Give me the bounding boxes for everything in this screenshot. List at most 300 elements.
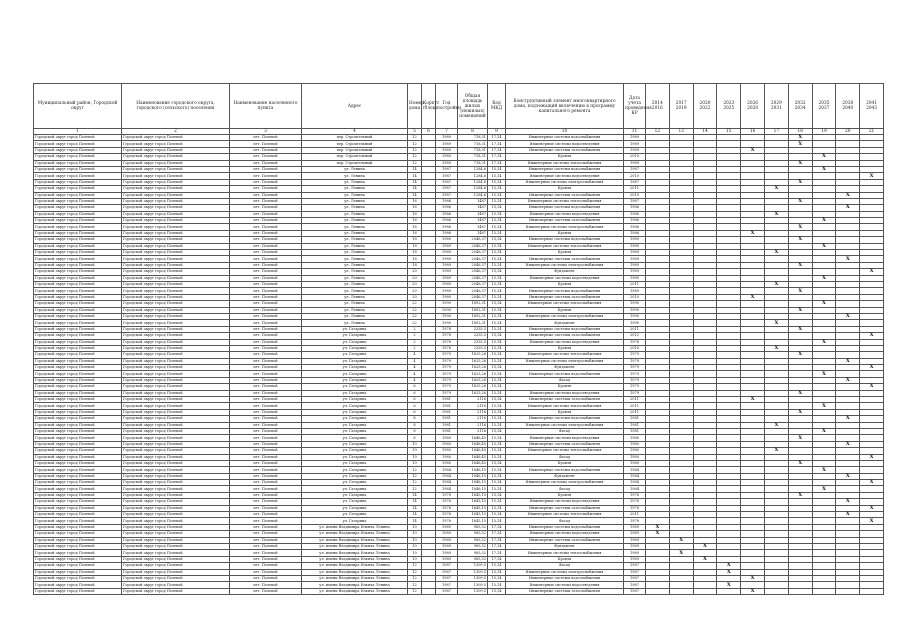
area-cell: 1892,31: [458, 320, 488, 326]
code-cell: 15,14: [488, 186, 506, 192]
house-number-cell: 16: [408, 198, 422, 204]
date-cell: 1978: [624, 339, 646, 345]
district-cell: Городской округ город Полевой: [34, 192, 122, 198]
district-cell: Городской округ город Полевой: [34, 230, 122, 236]
street-cell: ул. Гагарина: [302, 499, 408, 505]
street-cell: ул. Ленина: [302, 179, 408, 185]
element-cell: Инженерные системы газоснабжения: [506, 588, 624, 594]
area-cell: 1645,15: [458, 505, 488, 511]
area-cell: 1846,15: [458, 467, 488, 473]
date-cell: 1978: [624, 505, 646, 511]
column-number: 14: [693, 129, 717, 135]
year-cell: 1990: [436, 320, 458, 326]
district-cell: Городской округ город Полевой: [34, 454, 122, 460]
date-cell: 1987: [624, 179, 646, 185]
locality-cell: пгт. Полевой: [230, 237, 302, 243]
column-header: Номер дома: [408, 84, 422, 129]
year-cell: 1978: [436, 326, 458, 332]
locality-cell: пгт. Полевой: [230, 460, 302, 466]
locality-cell: пгт. Полевой: [230, 250, 302, 256]
element-cell: Инженерные системы водоснабжения: [506, 371, 624, 377]
element-cell: Кровля: [506, 250, 624, 256]
settlement-cell: Городской округ город Полевой: [122, 218, 230, 224]
date-cell: 1981: [624, 416, 646, 422]
district-cell: Городской округ город Полевой: [34, 505, 122, 511]
date-cell: 1980: [624, 435, 646, 441]
settlement-cell: Городской округ город Полевой: [122, 365, 230, 371]
district-cell: Городской округ город Полевой: [34, 550, 122, 556]
date-cell: 1980: [624, 441, 646, 447]
column-number: 17: [764, 129, 788, 135]
code-cell: 15,14: [488, 352, 506, 358]
district-cell: Городской округ город Полевой: [34, 339, 122, 345]
element-cell: Инженерные системы водоотведения: [506, 435, 624, 441]
period-header: 2020 2022: [693, 84, 717, 129]
area-cell: 2335,5: [458, 326, 488, 332]
period-cell: [788, 588, 812, 594]
element-cell: Инженерные системы газоснабжения: [506, 333, 624, 339]
house-number-cell: 20: [408, 281, 422, 287]
date-cell: 1989: [624, 269, 646, 275]
house-number-cell: 16: [408, 230, 422, 236]
house-number-cell: 4: [408, 377, 422, 383]
locality-cell: пгт. Полевой: [230, 141, 302, 147]
area-cell: 2046,37: [458, 250, 488, 256]
column-header: Наименование населенного пункта: [230, 84, 302, 129]
locality-cell: пгт. Полевой: [230, 448, 302, 454]
period-header: 2035 2037: [812, 84, 836, 129]
area-cell: 1625,26: [458, 371, 488, 377]
district-cell: Городской округ город Полевой: [34, 409, 122, 415]
house-number-cell: 10: [408, 441, 422, 447]
code-cell: 15,14: [488, 173, 506, 179]
locality-cell: пгт. Полевой: [230, 211, 302, 217]
house-number-cell: 14: [408, 166, 422, 172]
area-cell: 1309,5: [458, 569, 488, 575]
settlement-cell: Городской округ город Полевой: [122, 563, 230, 569]
date-cell: 1981: [624, 422, 646, 428]
code-cell: 15,14: [488, 288, 506, 294]
house-number-cell: 16: [408, 224, 422, 230]
year-cell: 1978: [436, 499, 458, 505]
settlement-cell: Городской округ город Полевой: [122, 313, 230, 319]
element-cell: Инженерные системы газоснабжения: [506, 294, 624, 300]
year-cell: 1978: [436, 505, 458, 511]
area-cell: 1625,26: [458, 377, 488, 383]
district-cell: Городской округ город Полевой: [34, 262, 122, 268]
street-cell: ул. Ленина: [302, 256, 408, 262]
house-number-cell: 20: [408, 288, 422, 294]
house-number-cell: 14: [408, 173, 422, 179]
column-number: 1: [34, 129, 122, 135]
house-number-cell: 18: [408, 250, 422, 256]
code-cell: 15,14: [488, 269, 506, 275]
settlement-cell: Городской округ город Полевой: [122, 154, 230, 160]
code-cell: 15,14: [488, 448, 506, 454]
year-cell: 1989: [436, 275, 458, 281]
element-cell: Кровля: [506, 409, 624, 415]
date-cell: 2011: [624, 186, 646, 192]
element-cell: Фасад: [506, 428, 624, 434]
code-cell: 15,14: [488, 250, 506, 256]
column-number: 16: [741, 129, 765, 135]
element-cell: Инженерные системы газоснабжения: [506, 218, 624, 224]
header-row: [34, 84, 884, 129]
street-cell: ул. имени Владимира Ильича Ленина: [302, 550, 408, 556]
column-header: Год постройки: [436, 84, 458, 129]
street-cell: ул. имени Владимира Ильича Ленина: [302, 531, 408, 537]
year-cell: 1989: [436, 281, 458, 287]
area-cell: 718,31: [458, 135, 488, 141]
date-cell: 1979: [624, 377, 646, 383]
code-cell: 15,14: [488, 237, 506, 243]
street-cell: ул. имени Владимира Ильича Ленина: [302, 588, 408, 594]
code-cell: 15,14: [488, 499, 506, 505]
district-cell: Городской округ город Полевой: [34, 154, 122, 160]
date-cell: 1987: [624, 569, 646, 575]
house-number-cell: 6: [408, 397, 422, 403]
house-number-cell: 22: [408, 313, 422, 319]
element-cell: Кровля: [506, 556, 624, 562]
district-cell: Городской округ город Полевой: [34, 384, 122, 390]
area-cell: 718,31: [458, 147, 488, 153]
district-cell: Городской округ город Полевой: [34, 237, 122, 243]
column-number: 4: [302, 129, 408, 135]
capital-repair-program-sheet: [33, 83, 883, 595]
code-cell: 15,14: [488, 518, 506, 524]
street-cell: пер. Строительный: [302, 135, 408, 141]
column-header: Конструктивный элемент многоквартирного дома, подлежащий включению в программу капитального ремонта: [506, 84, 624, 129]
house-number-cell: 14: [408, 505, 422, 511]
street-cell: ул. Гагарина: [302, 333, 408, 339]
date-cell: 2010: [624, 192, 646, 198]
column-number: 12: [646, 129, 670, 135]
code-cell: 15,14: [488, 333, 506, 339]
house-number-cell: 12: [408, 486, 422, 492]
house-number-cell: 22: [408, 301, 422, 307]
date-cell: 2011: [624, 326, 646, 332]
street-cell: ул. имени Владимира Ильича Ленина: [302, 537, 408, 543]
settlement-cell: Городской округ город Полевой: [122, 288, 230, 294]
code-cell: 15,14: [488, 460, 506, 466]
year-cell: 1989: [436, 269, 458, 275]
area-cell: 2046,37: [458, 256, 488, 262]
area-cell: 1625,26: [458, 390, 488, 396]
house-number-cell: 14: [408, 186, 422, 192]
year-cell: 1989: [436, 537, 458, 543]
settlement-cell: Городской округ город Полевой: [122, 582, 230, 588]
street-cell: ул. Ленина: [302, 307, 408, 313]
house-number-cell: 16: [408, 205, 422, 211]
code-cell: 15,14: [488, 409, 506, 415]
date-cell: 1979: [624, 384, 646, 390]
year-cell: 1986: [436, 218, 458, 224]
date-cell: 2010: [624, 294, 646, 300]
code-cell: 15,14: [488, 326, 506, 332]
element-cell: Инженерные системы газоснабжения: [506, 505, 624, 511]
house-number-cell: 12: [408, 154, 422, 160]
settlement-cell: Городской округ город Полевой: [122, 422, 230, 428]
date-cell: 1989: [624, 262, 646, 268]
settlement-cell: Городской округ город Полевой: [122, 269, 230, 275]
year-cell: 1989: [436, 524, 458, 530]
area-cell: 2116: [458, 416, 488, 422]
locality-cell: пгт. Полевой: [230, 441, 302, 447]
code-cell: 15,14: [488, 339, 506, 345]
street-cell: ул. Ленина: [302, 166, 408, 172]
district-cell: Городской округ город Полевой: [34, 390, 122, 396]
settlement-cell: Городской округ город Полевой: [122, 198, 230, 204]
settlement-cell: Городской округ город Полевой: [122, 352, 230, 358]
street-cell: ул. Ленина: [302, 275, 408, 281]
code-cell: 15,14: [488, 397, 506, 403]
house-number-cell: 12: [408, 147, 422, 153]
street-cell: ул. имени Владимира Ильича Ленина: [302, 556, 408, 562]
column-number: 10: [506, 129, 624, 135]
code-cell: 15,14: [488, 371, 506, 377]
period-cell: [812, 588, 836, 594]
year-cell: 1987: [436, 186, 458, 192]
element-cell: Инженерные системы водоснабжения: [506, 467, 624, 473]
code-cell: 15,14: [488, 262, 506, 268]
street-cell: ул. Ленина: [302, 320, 408, 326]
area-cell: 1646,45: [458, 435, 488, 441]
area-cell: 985,52: [458, 531, 488, 537]
column-number: 3: [230, 129, 302, 135]
repair-schedule-table: [33, 83, 884, 595]
code-cell: 17,14: [488, 556, 506, 562]
settlement-cell: Городской округ город Полевой: [122, 230, 230, 236]
code-cell: 15,14: [488, 416, 506, 422]
date-cell: 1989: [624, 147, 646, 153]
house-number-cell: 2: [408, 333, 422, 339]
street-cell: ул. Гагарина: [302, 409, 408, 415]
street-cell: ул. имени Владимира Ильича Ленина: [302, 575, 408, 581]
date-cell: 1989: [624, 537, 646, 543]
code-cell: 17,14: [488, 147, 506, 153]
area-cell: 1646,45: [458, 454, 488, 460]
code-cell: 15,14: [488, 218, 506, 224]
year-cell: 1987: [436, 563, 458, 569]
year-cell: 1989: [436, 160, 458, 166]
locality-cell: пгт. Полевой: [230, 480, 302, 486]
street-cell: ул. Гагарина: [302, 460, 408, 466]
date-cell: 1989: [624, 141, 646, 147]
district-cell: Городской округ город Полевой: [34, 556, 122, 562]
year-cell: 1979: [436, 371, 458, 377]
house-number-cell: 16: [408, 211, 422, 217]
house-number-cell: 10: [408, 531, 422, 537]
period-cell: [717, 588, 741, 594]
locality-cell: пгт. Полевой: [230, 307, 302, 313]
locality-cell: пгт. Полевой: [230, 198, 302, 204]
area-cell: 2116: [458, 428, 488, 434]
year-cell: 1979: [436, 358, 458, 364]
district-cell: Городской округ город Полевой: [34, 320, 122, 326]
element-cell: Фасад: [506, 377, 624, 383]
street-cell: ул. Гагарина: [302, 371, 408, 377]
area-cell: 718,31: [458, 141, 488, 147]
settlement-cell: Городской округ город Полевой: [122, 377, 230, 383]
locality-cell: пгт. Полевой: [230, 288, 302, 294]
column-number: 7: [436, 129, 458, 135]
year-cell: 1986: [436, 198, 458, 204]
code-cell: 17,14: [488, 537, 506, 543]
year-cell: 1984: [436, 480, 458, 486]
locality-cell: пгт. Полевой: [230, 582, 302, 588]
column-number: 15: [717, 129, 741, 135]
date-cell: 1979: [624, 371, 646, 377]
date-cell: 2011: [624, 403, 646, 409]
street-cell: ул. Гагарина: [302, 390, 408, 396]
element-cell: Инженерные системы водоснабжения: [506, 416, 624, 422]
house-number-cell: 14: [408, 179, 422, 185]
house-number-cell: 22: [408, 307, 422, 313]
street-cell: ул. Ленина: [302, 250, 408, 256]
street-cell: пер. Строительный: [302, 160, 408, 166]
column-number: 2: [122, 129, 230, 135]
area-cell: 1892,31: [458, 301, 488, 307]
area-cell: 2046,37: [458, 288, 488, 294]
district-cell: Городской округ город Полевой: [34, 480, 122, 486]
date-cell: 1987: [624, 575, 646, 581]
settlement-cell: Городской округ город Полевой: [122, 492, 230, 498]
district-cell: Городской округ город Полевой: [34, 460, 122, 466]
street-cell: ул. Гагарина: [302, 365, 408, 371]
locality-cell: пгт. Полевой: [230, 537, 302, 543]
period-cell: [669, 588, 693, 594]
settlement-cell: Городской округ город Полевой: [122, 499, 230, 505]
house-number-cell: 8: [408, 435, 422, 441]
column-header: Адрес: [302, 84, 408, 129]
settlement-cell: Городской округ город Полевой: [122, 384, 230, 390]
year-cell: 1989: [436, 544, 458, 550]
settlement-cell: Городской округ город Полевой: [122, 339, 230, 345]
street-cell: ул. Ленина: [302, 281, 408, 287]
district-cell: Городской округ город Полевой: [34, 403, 122, 409]
district-cell: Городской округ город Полевой: [34, 531, 122, 537]
year-cell: 1979: [436, 384, 458, 390]
period-header: 2041 2043: [860, 84, 884, 129]
house-number-cell: 10: [408, 544, 422, 550]
code-cell: 15,14: [488, 205, 506, 211]
code-cell: 17,14: [488, 531, 506, 537]
column-number: 11: [624, 129, 646, 135]
date-cell: 1978: [624, 518, 646, 524]
element-cell: Инженерные системы водоотведения: [506, 499, 624, 505]
district-cell: Городской округ город Полевой: [34, 313, 122, 319]
element-cell: Инженерные системы водоснабжения: [506, 205, 624, 211]
locality-cell: пгт. Полевой: [230, 135, 302, 141]
locality-cell: пгт. Полевой: [230, 390, 302, 396]
year-cell: 1989: [436, 288, 458, 294]
area-cell: 1645,15: [458, 518, 488, 524]
date-cell: 2011: [624, 281, 646, 287]
area-cell: 2116: [458, 409, 488, 415]
element-cell: Инженерные системы электроснабжения: [506, 262, 624, 268]
code-cell: 15,14: [488, 230, 506, 236]
date-cell: 1989: [624, 160, 646, 166]
street-cell: ул. Гагарина: [302, 473, 408, 479]
area-cell: 2046,37: [458, 294, 488, 300]
street-cell: ул. Гагарина: [302, 403, 408, 409]
date-cell: 2011: [624, 409, 646, 415]
district-cell: Городской округ город Полевой: [34, 269, 122, 275]
element-cell: Инженерные системы теплоснабжения: [506, 550, 624, 556]
period-header: 2038 2040: [836, 84, 860, 129]
street-cell: ул. имени Владимира Ильича Ленина: [302, 544, 408, 550]
area-cell: 1625,26: [458, 384, 488, 390]
element-cell: Фундамент: [506, 365, 624, 371]
house-number-cell: 4: [408, 352, 422, 358]
locality-cell: пгт. Полевой: [230, 301, 302, 307]
year-cell: 1980: [436, 454, 458, 460]
settlement-cell: Городской округ город Полевой: [122, 307, 230, 313]
street-cell: ул. Ленина: [302, 243, 408, 249]
locality-cell: пгт. Полевой: [230, 371, 302, 377]
element-cell: Инженерные системы водоотведения: [506, 582, 624, 588]
street-cell: ул. Гагарина: [302, 358, 408, 364]
settlement-cell: Городской округ город Полевой: [122, 179, 230, 185]
column-number: 20: [836, 129, 860, 135]
house-number-cell: 12: [408, 473, 422, 479]
settlement-cell: Городской округ город Полевой: [122, 460, 230, 466]
period-mark-x: [741, 588, 765, 594]
settlement-cell: Городской округ город Полевой: [122, 531, 230, 537]
district-cell: Городской округ город Полевой: [34, 569, 122, 575]
element-cell: Фасад: [506, 518, 624, 524]
year-cell: 1989: [436, 147, 458, 153]
element-cell: Инженерные системы водоснабжения: [506, 237, 624, 243]
area-cell: 1487: [458, 198, 488, 204]
district-cell: Городской округ город Полевой: [34, 422, 122, 428]
date-cell: 1978: [624, 492, 646, 498]
year-cell: 1989: [436, 556, 458, 562]
locality-cell: пгт. Полевой: [230, 512, 302, 518]
locality-cell: пгт. Полевой: [230, 467, 302, 473]
year-cell: 1981: [436, 416, 458, 422]
area-cell: 1487: [458, 205, 488, 211]
house-number-cell: 12: [408, 569, 422, 575]
settlement-cell: Городской округ город Полевой: [122, 262, 230, 268]
street-cell: ул. Ленина: [302, 313, 408, 319]
year-cell: 1984: [436, 467, 458, 473]
period-cell: [646, 588, 670, 594]
date-cell: 1990: [624, 320, 646, 326]
area-cell: 2116: [458, 403, 488, 409]
element-cell: Инженерные системы водоснабжения: [506, 166, 624, 172]
street-cell: ул. Гагарина: [302, 422, 408, 428]
code-cell: 15,14: [488, 422, 506, 428]
date-cell: 1981: [624, 428, 646, 434]
date-cell: 1984: [624, 467, 646, 473]
code-cell: 15,14: [488, 224, 506, 230]
street-cell: ул. Ленина: [302, 186, 408, 192]
year-cell: 1989: [436, 135, 458, 141]
area-cell: 985,52: [458, 550, 488, 556]
house-number-cell: 22: [408, 320, 422, 326]
date-cell: 1987: [624, 166, 646, 172]
street-cell: ул. Гагарина: [302, 492, 408, 498]
locality-cell: пгт. Полевой: [230, 377, 302, 383]
year-cell: 1989: [436, 294, 458, 300]
year-cell: 1987: [436, 569, 458, 575]
code-cell: 15,14: [488, 192, 506, 198]
code-cell: 15,14: [488, 441, 506, 447]
house-number-cell: 6: [408, 384, 422, 390]
code-cell: 17,14: [488, 544, 506, 550]
house-number-cell: 8: [408, 428, 422, 434]
